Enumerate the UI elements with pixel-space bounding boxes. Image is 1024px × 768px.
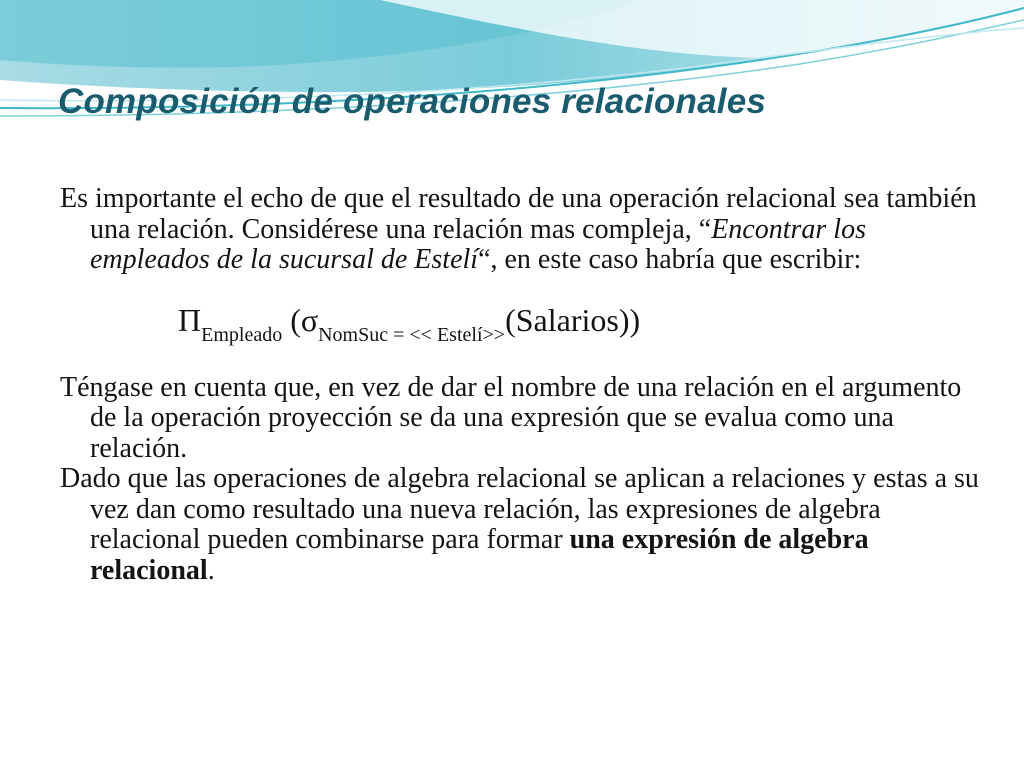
projection-attribute: Empleado [201,323,283,346]
slide-body [60,184,980,586]
intro-quoted-query: Encontrar los empleados de la sucursal de Estelí [90,213,866,275]
conclusion-text: Dado que las operaciones de algebra relacional se aplican a relaciones y estas a su vez dan como resultado una nueva relación, las expresiones de algebra relacional pueden combinarse para formar [60,463,979,555]
conclusion-period: . [207,554,215,586]
intro-text-end: “, en este caso habría que escribir: [478,244,862,275]
relational-algebra-formula [60,300,980,345]
paragraph-conclusion [60,464,980,586]
formula-open-paren: ( [282,301,301,338]
projection-symbol: Π [178,301,202,338]
conclusion-emphasis: una expresión de algebra relacional [90,524,869,586]
selection-symbol: σ [300,301,319,338]
paragraph-intro [60,184,980,276]
relation-argument: (Salarios)) [505,301,641,338]
intro-text: Es importante el echo de que el resultado de una operación relacional sea también una relación. Considérese una relación mas compleja, “ [60,183,977,245]
selection-condition: NomSuc = << Estelí>> [318,323,506,346]
paragraph-note: Téngase en cuenta que, en vez de dar el nombre de una relación en el argumento de la operación proyección se da una expresión que se evalua como una relación. [60,371,962,464]
slide-title: Composición de operaciones relacionales [58,82,767,121]
